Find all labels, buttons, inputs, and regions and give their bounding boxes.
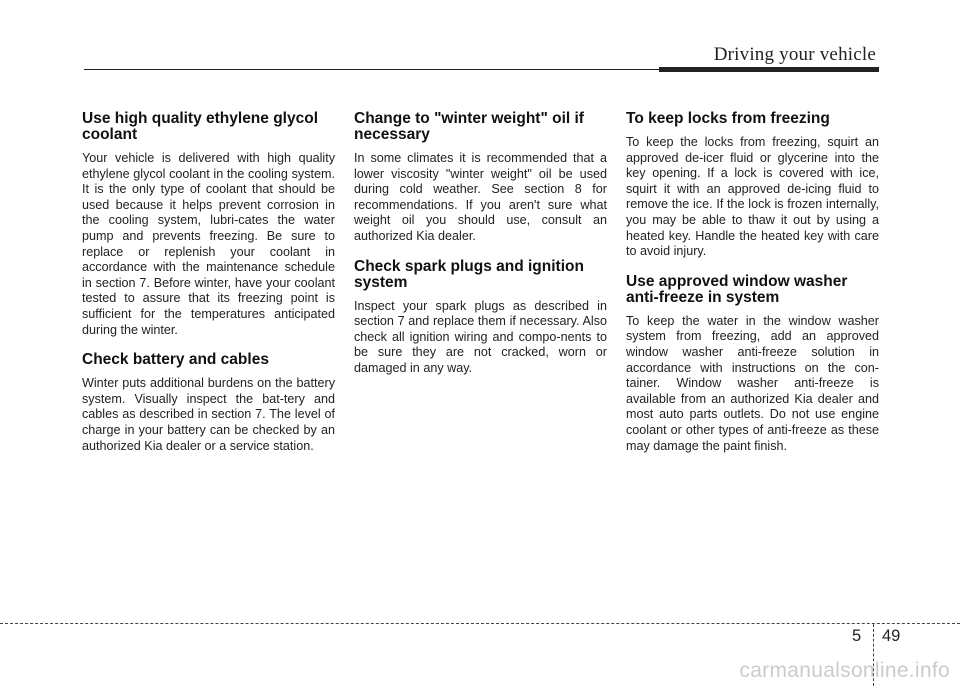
- section-washer-antifreeze: [626, 274, 879, 454]
- section-spark-plugs: [354, 259, 607, 377]
- section-heading: Check spark plugs and ignition system: [354, 257, 584, 291]
- section-battery: [82, 352, 335, 454]
- section-winter-oil: [354, 111, 607, 245]
- section-heading: To keep locks from freezing: [626, 110, 830, 127]
- section-body: To keep the locks from freezing, squirt an approved de-icer fluid or glycerine into the key opening. If a lock is covered with ice, squirt it with an approved de-icing fluid to remove the ice. If the lock is frozen internally, you may be able to thaw it out by using a heated key. Handle the heated key with care to avoid injury.: [626, 135, 879, 259]
- section-heading: Check battery and cables: [82, 351, 269, 369]
- section-heading: Use high quality ethylene glycol coolant: [82, 110, 318, 143]
- section-body: Your vehicle is delivered with high quality ethylene glycol coolant in the cooling system. It is the only type of coolant that should be used because it helps prevent corrosion in the cooling system, lubri-cates the water pump and prevents freezing. Be sure to replace or replenish your coolant in accordance with the maintenance schedule in section 7. Before winter, have your coolant tested to assure that its freezing point is sufficient for the temperatures anticipated during the winter.: [82, 151, 335, 337]
- section-body: In some climates it is recommended that a lower viscosity "winter weight" oil be used during cold weather. See section 8 for recommendations. If you aren't sure what weight oil you should use, consult an authorized Kia dealer.: [354, 151, 607, 243]
- page-number: 49: [882, 627, 901, 645]
- chapter-number: 5: [852, 627, 862, 645]
- section-body: Winter puts additional burdens on the battery system. Visually inspect the bat-tery and cables as described in section 7. The level of charge in your battery can be checked by an authorized Kia dealer or a service station.: [82, 376, 335, 453]
- header-accent-bar: [659, 67, 879, 72]
- section-body: To keep the water in the window washer system from freezing, add an approved window washer anti-freeze solution in accordance with instructions on the con-tainer. Window washer anti-freeze is available from an authorized Kia dealer and most auto parts outlets. Do not use engine coolant or other types of anti-freeze as these may damage the paint finish.: [626, 313, 879, 453]
- text-column-left: [82, 111, 335, 468]
- watermark: carmanualsonline.info: [739, 659, 950, 682]
- section-coolant: [82, 111, 335, 338]
- running-header-title: Driving your vehicle: [713, 44, 876, 65]
- section-heading: Change to "winter weight" oil if necessary: [354, 110, 584, 143]
- section-heading: Use approved window washer anti-freeze in system: [626, 272, 848, 306]
- text-column-middle: [354, 111, 607, 391]
- text-column-right: [626, 111, 879, 468]
- section-body: Inspect your spark plugs as described in section 7 and replace them if necessary. Also check all ignition wiring and compo-nents to be sure they are not cracked, worn or damaged in any way.: [354, 298, 607, 375]
- footer-rule: [0, 623, 960, 624]
- section-locks: [626, 111, 879, 260]
